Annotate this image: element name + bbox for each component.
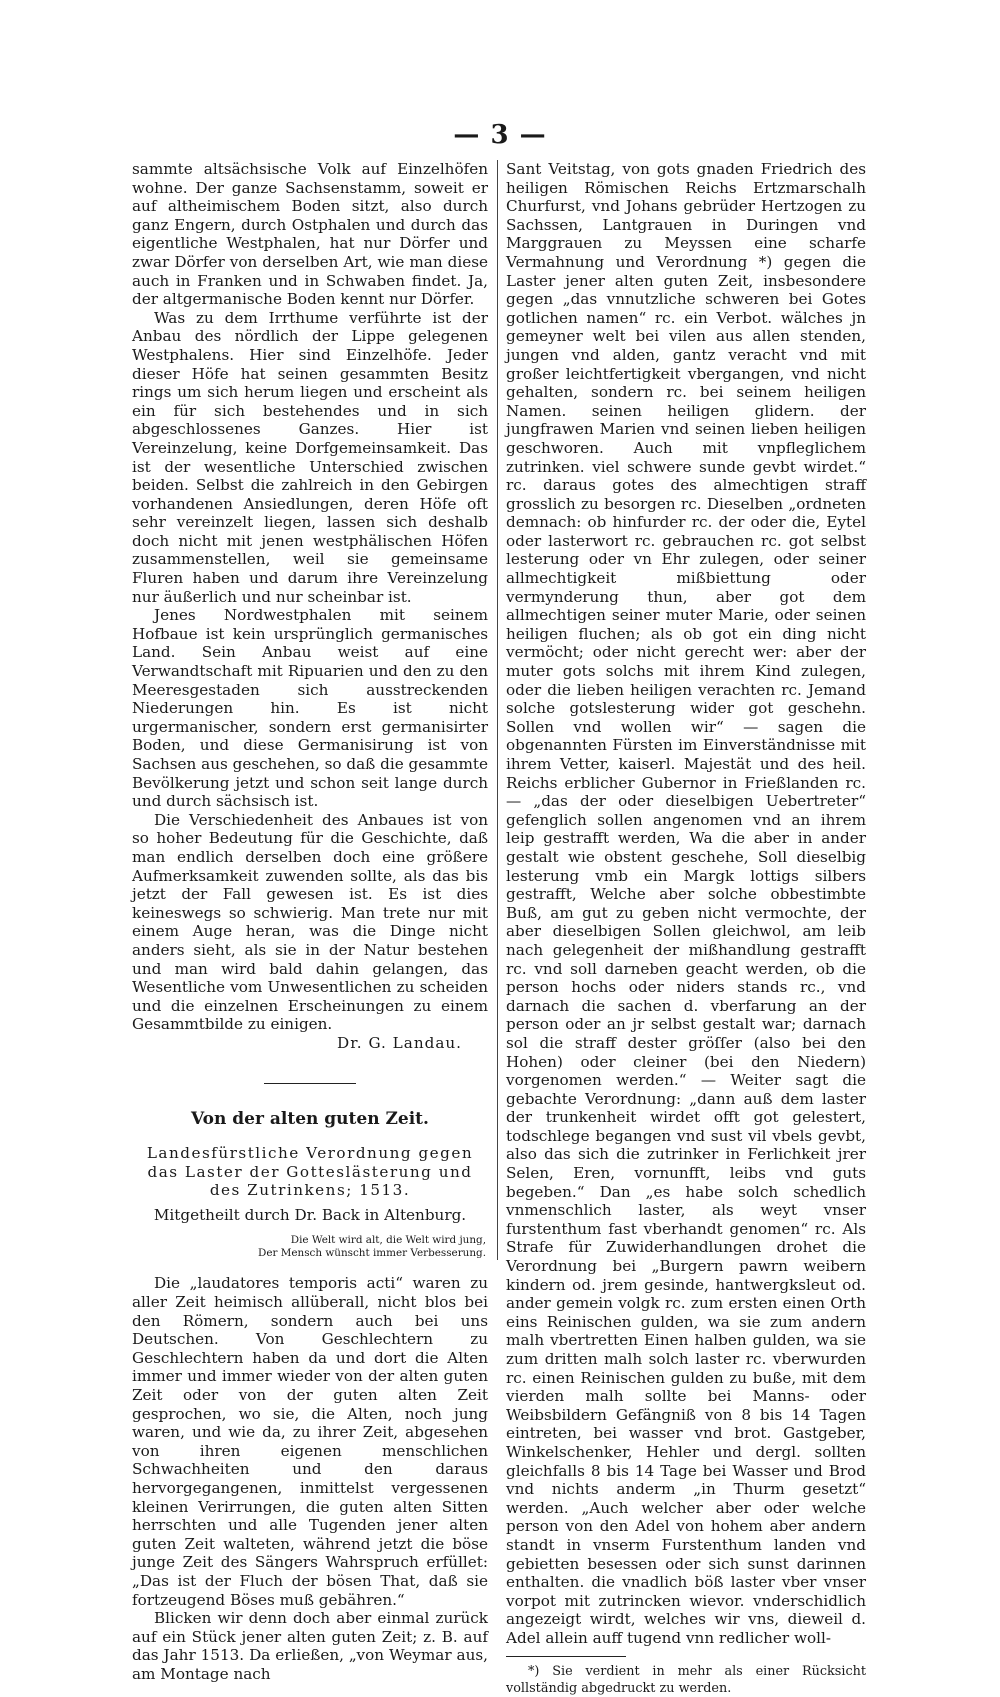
section-title: Von der alten guten Zeit. <box>191 1108 429 1129</box>
footnote: *) Sie verdient in mehr als einer Rücksicht vollständig abgedruckt zu werden. <box>506 1663 866 1696</box>
paragraph: sammte altsächsische Volk auf Einzelhöfen wohne. Der ganze Sachsenstamm, soweit er auf altheimischem Boden sitzt, also durch ganz Engern, durch Ostphalen und durch das eigentliche Westphalen, hat nur Dörfer und zwar Dörfer von derselben Art, wie man diese auch in Franken und in Schwaben findet. Ja, der altgermanische Boden kennt nur Dörfer. <box>132 160 488 309</box>
paragraph: Jenes Nordwestphalen mit seinem Hofbaue ist kein ursprünglich germanisches Land. Sein Anbau weist auf eine Verwandtschaft mit Ripuarien und den zu den Meeresgestaden sich ausstreckenden Niederungen hin. Es ist nicht urgermanischer, sondern erst germanisirter Boden, und diese Germanisirung ist von Sachsen aus geschehen, so daß die gesammte Bevölkerung jetzt und schon seit lange durch und durch sächsisch ist. <box>132 606 488 811</box>
author-signature: Dr. G. Landau. <box>337 1033 462 1052</box>
epigraph <box>132 1234 486 1260</box>
section-divider <box>264 1083 356 1084</box>
communicated-by: Mitgetheilt durch Dr. Back in Altenburg. <box>153 1205 467 1224</box>
section-subtitle: Landesfürstliche Verordnung gegen das Laster der Gotteslästerung und des Zutrinkens; 1513. <box>146 1144 474 1200</box>
paragraph: Blicken wir denn doch aber einmal zurück auf ein Stück jener alten guten Zeit; z. B. auf das Jahr 1513. Da erließen, „von Weymar aus, am Montage nach <box>132 1609 488 1683</box>
paragraph: Die „laudatores temporis acti“ waren zu aller Zeit heimisch allüberall, nicht blos bei den Römern, sondern auch bei uns Deutschen. Von Geschlechtern zu Geschlechtern haben da und dort die Alten immer und immer wieder von der alten guten Zeit oder von der guten alten Zeit gesprochen, wo sie, die Alten, noch jung waren, und wie da, zu ihrer Zeit, abgesehen von ihren eigenen menschlichen Schwachheiten und den daraus hervorgegangenen, inmittelst vergessenen kleinen Verirrungen, die guten alten Sitten herrschten und alle Tugenden jener alten guten Zeit walteten, während jetzt die böse junge Zeit des Sängers Wahrspruch erfüllet: „Das ist der Fluch der bösen That, daß sie fortzeugend Böses muß gebähren.“ <box>132 1274 488 1609</box>
right-column <box>506 160 866 1697</box>
left-column <box>132 160 488 1684</box>
paragraph: Was zu dem Irrthume verführte ist der Anbau des nördlich der Lippe gelegenen Westphalens. Hier sind Einzelhöfe. Jeder dieser Höfe hat seinen gesammten Besitz rings um sich herum liegen und erscheint als ein für sich bestehendes und in sich abgeschlossenes Ganzes. Hier ist Vereinzelung, keine Dorfgemeinsamkeit. Das ist der wesentliche Unterschied zwischen beiden. Selbst die zahlreich in den Gebirgen vorhandenen Ansiedlungen, deren Höfe oft sehr vereinzelt liegen, lassen sich deshalb doch nicht mit jenen westphälischen Höfen zusammenstellen, weil sie gemeinsame Fluren haben und darum ihre Vereinzelung nur äußerlich und nur scheinbar ist. <box>132 308 488 606</box>
epigraph-line: Die Welt wird alt, die Welt wird jung, <box>290 1234 486 1247</box>
page-number: — 3 — <box>453 120 547 150</box>
column-divider <box>497 160 498 1260</box>
paragraph: Die Verschiedenheit des Anbaues ist von so hoher Bedeutung für die Geschichte, daß man endlich derselben doch eine größere Aufmerksamkeit zuwenden sollte, als das bis jetzt der Fall gewesen ist. Es ist dies keineswegs so schwierig. Man trete nur mit einem Auge heran, was die Dinge nicht anders sieht, als sie in der Natur bestehen und man wird bald dahin gelangen, das Wesentliche vom Unwesentlichen zu scheiden und die einzelnen Erscheinungen zu einem Gesammtbilde zu einigen. <box>132 810 488 1034</box>
paragraph: Sant Veitstag, von gots gnaden Friedrich des heiligen Römischen Reichs Ertzmarschalh Churfurst, vnd Johans gebrüder Hertzogen zu Sachssen, Lantgrauen in Duringen vnd Marggrauen zu Meyssen eine scharfe Vermahnung und Verordnung *) gegen die Laster jener alten guten Zeit, insbesondere gegen „das vnnutzliche schweren bei Gotes gotlichen namen“ rc. ein Verbot. wälches jn gemeyner welt bei vilen aus allen stenden, jungen vnd alden, gantz veracht vnd mit großer leichtfertigkeit vbergangen, vnd nicht gehalten, sondern rc. bei seinem heiligen Namen. seinen heiligen glidern. der jungfrawen Marien vnd seinen lieben heiligen geschworen. Auch mit vnpfleglichem zutrinken. viel schwere sunde gevbt wirdet.“ rc. daraus gotes des almechtigen straff grosslich zu besorgen rc. Dieselben „ordneten demnach: ob hinfurder rc. der oder die, Eytel oder lasterwort rc. gebrauchen rc. got selbst lesterung oder vn Ehr zulegen, oder seiner allmechtigkeit mißbiettung oder vermynderung thun, aber got dem allmechtigen seiner muter Marie, oder seinen heiligen fluchen; als ob got ein ding nicht vermöcht; oder nicht gerecht wer: aber der muter gots solchs mit ihrem Kind zulegen, oder die lieben heiligen verachten rc. Jemand solche gotslesterung wider got geschehn. Sollen vnd wollen wir“ — sagen die obgenannten Fürsten im Einverständnisse mit ihrem Vetter, kaiserl. Majestät und des heil. Reichs erblicher Gubernor in Frießlanden rc. — „das der oder dieselbigen Uebertreter“ gefenglich sollen angenomen vnd an ihrem leip gestrafft werden, Wa die aber in ander gestalt wie obstent geschehe, Soll dieselbig lesterung vmb ein Margk lottigs silbers gestrafft, Welche aber solche obbestimbte Buß, am gut zu geben nicht vermochte, der aber dieselbigen Sollen gleichwol, am leib nach gelegenheit der mißhandlung gestrafft rc. vnd soll darneben geacht werden, ob die person hochs oder niders stands rc., vnd darnach die sachen d. vberfarung an der person oder an jr selbst gestalt war; darnach sol die straff dester gröſſer (also bei den Hohen) oder cleiner (bei den Niedern) vorgenomen werden.“ — Weiter sagt die gebachte Verordnung: „dann auß dem laster der trunkenheit wirdet offt got gelestert, todschlege begangen vnd sust vil vbels gevbt, also das sich die zutrinker in Ferlichkeit jrer Selen, Eren, vornunfft, leibs vnd guts begeben.“ Dan „es habe solch schedlich vnmenschlich laster, als weyt vnser furstenthum fast vberhandt genomen“ rc. Als Strafe für Zuwiderhandlungen drohet die Verordnung bei „Burgern pawrn weibern kindern od. jrem gesinde, hantwergksleut od. ander gemein volgk rc. zum ersten einen Orth eins Reinischen gulden, wa sie zum andern malh vbertretten Einen halben gulden, wa sie zum dritten malh solch laster rc. vberwurden rc. einen Reinischen gulden zu buße, mit dem vierden malh sollte bei Manns- oder Weibsbildern Gefängniß von 8 bis 14 Tagen eintreten, bei wasser vnd brot. Gastgeber, Winkelschenker, Hehler und dergl. sollten gleichfalls 8 bis 14 Tage bei Wasser und Brod vnd nichts anderm „in Thurm gesetzt“ werden. „Auch welcher aber oder welche person von den Adel von hohem aber andern standt in vnserm Furstenthum landen vnd gebietten besessen oder sich sunst darinnen enthalten. die vnadlich böß laster vber vnser vorpot mit zutrincken wievor. vnderschidlich angezeigt wirdt, welches wir vns, dieweil d. Adel allein auff tugend vnn redlicher woll- <box>506 160 866 1647</box>
epigraph-line: Der Mensch wünscht immer Verbesserung. <box>257 1247 486 1260</box>
footnote-rule <box>506 1656 626 1657</box>
